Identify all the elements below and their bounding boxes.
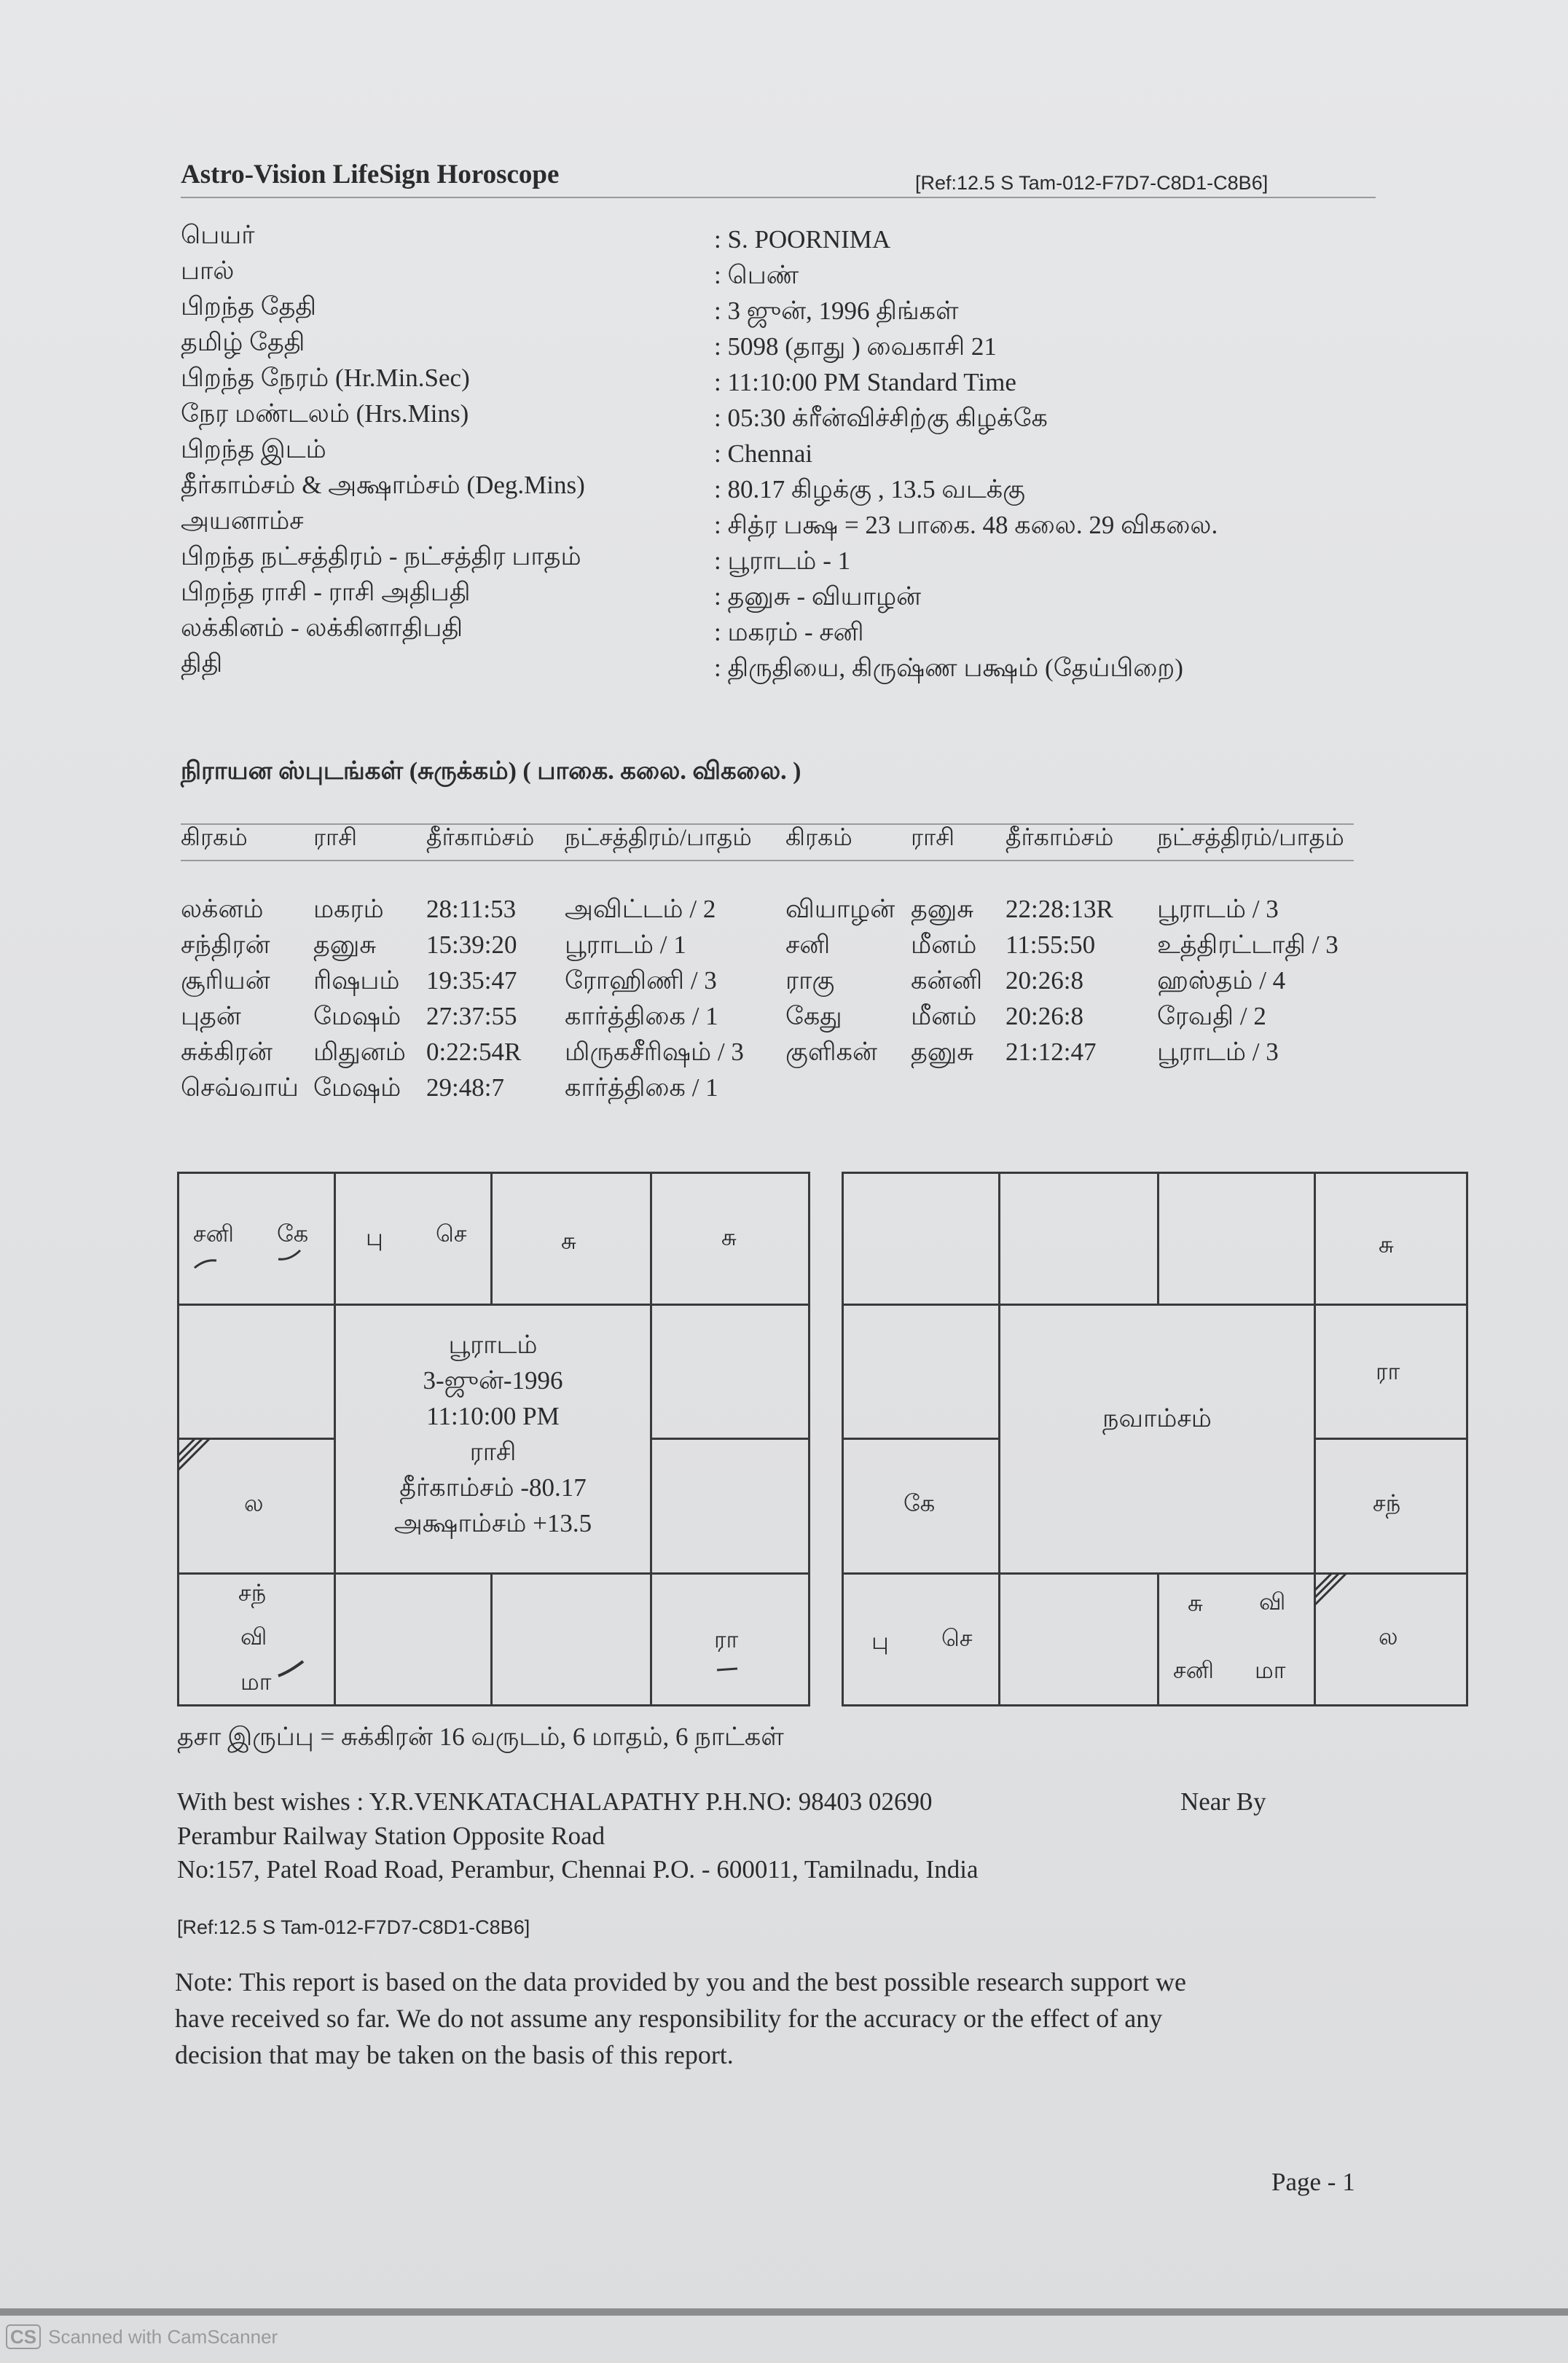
detail-label: பெயர் xyxy=(181,221,255,249)
navamsa-house xyxy=(1157,1172,1316,1306)
table-cell: ரிஷபம் xyxy=(313,966,400,995)
address-line: Perambur Railway Station Opposite Road xyxy=(177,1822,605,1850)
detail-value: : சித்ர பக்ஷ = 23 பாகை. 48 கலை. 29 விகலை. xyxy=(714,511,1218,539)
rasi-house xyxy=(490,1572,652,1706)
disclaimer-line: have received so far. We do not assume any responsibility for the accuracy or the effect of any xyxy=(175,2004,1163,2033)
planet-label: ரா xyxy=(1376,1358,1400,1384)
table-cell: செவ்வாய் xyxy=(181,1073,299,1102)
camscanner-text: Scanned with CamScanner xyxy=(48,2326,278,2348)
table-cell: தனுசு xyxy=(911,895,974,923)
camscanner-watermark xyxy=(6,2326,278,2348)
table-cell: வியாழன் xyxy=(785,895,895,923)
detail-label: பிறந்த நட்சத்திரம் - நட்சத்திர பாதம் xyxy=(181,542,581,571)
detail-value: : மகரம் - சனி xyxy=(714,618,864,646)
disclaimer-line: decision that may be taken on the basis of this report. xyxy=(175,2040,734,2069)
column-header: தீர்காம்சம் xyxy=(1006,825,1114,851)
navamsa-house xyxy=(998,1572,1159,1706)
planet-label: பு xyxy=(871,1628,889,1654)
table-cell: 21:12:47 xyxy=(1006,1038,1097,1066)
planet-label: சு xyxy=(1379,1231,1394,1258)
detail-value: : 11:10:00 PM Standard Time xyxy=(714,368,1016,396)
table-cell: 20:26:8 xyxy=(1006,966,1083,995)
tick-mark xyxy=(277,1658,309,1683)
table-cell: 28:11:53 xyxy=(426,895,517,923)
detail-label: நேர மண்டலம் (Hrs.Mins) xyxy=(181,399,469,428)
planet-label: பு xyxy=(366,1224,383,1250)
planet-label: கே xyxy=(903,1490,936,1516)
table-cell: 27:37:55 xyxy=(426,1002,517,1030)
retrograde-mark xyxy=(192,1255,221,1272)
detail-label: லக்கினம் - லக்கினாதிபதி xyxy=(181,614,463,642)
column-header: தீர்காம்சம் xyxy=(426,825,535,851)
detail-value: : பூராடம் - 1 xyxy=(714,546,851,575)
table-cell: புதன் xyxy=(181,1002,241,1030)
retrograde-mark xyxy=(275,1247,305,1265)
table-cell: பூராடம் / 3 xyxy=(1157,895,1279,923)
detail-label: தீர்காம்சம் & அக்ஷாம்சம் (Deg.Mins) xyxy=(181,471,585,499)
rasi-house xyxy=(650,1304,810,1440)
table-cell: சூரியன் xyxy=(181,966,270,995)
reference-id: [Ref:12.5 S Tam-012-F7D7-C8D1-C8B6] xyxy=(915,172,1269,194)
rasi-house xyxy=(650,1438,810,1575)
table-cell: ராகு xyxy=(785,966,835,995)
table-cell: மகரம் xyxy=(313,895,384,923)
navamsa-center xyxy=(998,1304,1316,1575)
table-cell: ரோஹிணி / 3 xyxy=(565,966,717,995)
table-cell: கேது xyxy=(785,1002,842,1030)
detail-value: : 80.17 கிழக்கு , 13.5 வடக்கு xyxy=(714,475,1025,503)
planet-label: மா xyxy=(1255,1657,1286,1683)
table-cell: கார்த்திகை / 1 xyxy=(565,1073,718,1102)
navamsa-house xyxy=(998,1172,1159,1306)
table-cell: மீனம் xyxy=(911,1002,977,1030)
rasi-center-line: 11:10:00 PM xyxy=(426,1402,560,1430)
table-cell: தனுசு xyxy=(911,1038,974,1066)
planet-label: சந் xyxy=(1373,1490,1401,1516)
page-number: Page - 1 xyxy=(1271,2168,1355,2196)
rasi-house xyxy=(334,1172,493,1306)
dasa-balance: தசா இருப்பு = சுக்கிரன் 16 வருடம், 6 மாதம், 6 நாட்கள் xyxy=(177,1723,784,1751)
detail-value: : 3 ஜுன், 1996 திங்கள் xyxy=(714,297,959,325)
detail-label: பிறந்த நேரம் (Hr.Min.Sec) xyxy=(181,364,470,392)
planet-table-heading: நிராயன ஸ்புடங்கள் (சுருக்கம்) ( பாகை. கலை. விகலை. ) xyxy=(181,758,801,785)
detail-value: : 05:30 க்ரீன்விச்சிற்கு கிழக்கே xyxy=(714,404,1048,432)
lagna-mark xyxy=(1314,1572,1350,1609)
planet-label: வி xyxy=(1259,1588,1286,1615)
navamsa-house xyxy=(842,1572,1000,1706)
planet-label: சு xyxy=(1188,1590,1203,1616)
table-cell: மீனம் xyxy=(911,930,977,959)
page-edge xyxy=(0,2308,1568,2316)
planet-label: சனி xyxy=(1173,1657,1214,1683)
navamsa-house xyxy=(842,1172,1000,1306)
table-cell: உத்திரட்டாதி / 3 xyxy=(1157,930,1338,959)
rasi-house xyxy=(334,1572,493,1706)
planet-label: சு xyxy=(721,1224,737,1250)
table-header-rule xyxy=(181,860,1354,861)
table-cell: பூராடம் / 1 xyxy=(565,930,686,959)
retrograde-mark xyxy=(716,1666,742,1673)
address-line: No:157, Patel Road Road, Perambur, Chennai P.O. - 600011, Tamilnadu, India xyxy=(177,1855,979,1884)
planet-label: மா xyxy=(240,1669,272,1695)
rasi-center-line: பூராடம் xyxy=(448,1331,538,1359)
header-rule xyxy=(181,197,1376,198)
detail-label: பால் xyxy=(181,256,235,285)
table-cell: மேஷம் xyxy=(313,1002,401,1030)
table-cell: ரேவதி / 2 xyxy=(1157,1002,1266,1030)
table-cell: கார்த்திகை / 1 xyxy=(565,1002,718,1030)
planet-label: செ xyxy=(941,1625,973,1651)
table-cell: 0:22:54R xyxy=(426,1038,522,1066)
rasi-house xyxy=(177,1304,336,1440)
table-cell: குளிகன் xyxy=(785,1038,877,1066)
detail-label: தமிழ் தேதி xyxy=(181,328,305,356)
rasi-center-line: ராசி xyxy=(469,1438,517,1466)
table-cell: லக்னம் xyxy=(181,895,264,923)
footer-reference-id: [Ref:12.5 S Tam-012-F7D7-C8D1-C8B6] xyxy=(177,1916,530,1938)
table-cell: மேஷம் xyxy=(313,1073,401,1102)
table-cell: அவிட்டம் / 2 xyxy=(565,895,716,923)
planet-label: ரா xyxy=(714,1626,739,1653)
table-cell: 15:39:20 xyxy=(426,930,517,959)
table-cell: கன்னி xyxy=(911,966,983,995)
planet-label: சந் xyxy=(238,1580,267,1606)
wishes-line: With best wishes : Y.R.VENKATACHALAPATHY P.H.NO: 98403 02690 xyxy=(177,1787,933,1816)
table-cell: பூராடம் / 3 xyxy=(1157,1038,1279,1066)
rasi-center-line: அக்ஷாம்சம் +13.5 xyxy=(393,1509,592,1537)
planet-label: ல xyxy=(1379,1623,1398,1650)
near-by: Near By xyxy=(1180,1787,1266,1816)
planet-label: வி xyxy=(240,1623,267,1650)
table-cell: சந்திரன் xyxy=(181,930,270,959)
detail-label: பிறந்த ராசி - ராசி அதிபதி xyxy=(181,578,471,606)
column-header: நட்சத்திரம்/பாதம் xyxy=(565,825,752,851)
report-title: Astro-Vision LifeSign Horoscope xyxy=(181,160,560,189)
detail-label: பிறந்த இடம் xyxy=(181,435,326,463)
table-cell: 20:26:8 xyxy=(1006,1002,1083,1030)
navamsa-title: நவாம்சம் xyxy=(1102,1404,1212,1433)
lagna-mark xyxy=(177,1438,213,1474)
detail-value: : Chennai xyxy=(714,439,813,468)
planet-label: ல xyxy=(244,1490,264,1516)
detail-value: : S. POORNIMA xyxy=(714,225,891,254)
table-cell: 29:48:7 xyxy=(426,1073,504,1102)
column-header: ராசி xyxy=(313,825,358,851)
rasi-center-line: 3-ஜுன்-1996 xyxy=(423,1366,563,1395)
detail-label: திதி xyxy=(181,649,223,678)
column-header: ராசி xyxy=(911,825,955,851)
planet-label: செ xyxy=(436,1220,467,1247)
navamsa-house xyxy=(842,1304,1000,1440)
planet-label: கே xyxy=(277,1220,309,1247)
table-cell: தனுசு xyxy=(313,930,377,959)
camscanner-logo-icon: CS xyxy=(6,2324,41,2349)
detail-value: : திருதியை, கிருஷ்ண பக்ஷம் (தேய்பிறை) xyxy=(714,654,1183,682)
detail-label: அயனாம்ச xyxy=(181,506,304,535)
table-cell: மிதுனம் xyxy=(313,1038,406,1066)
table-cell: 19:35:47 xyxy=(426,966,517,995)
rasi-center-line: தீர்காம்சம் -80.17 xyxy=(399,1473,587,1502)
detail-value: : தனுசு - வியாழன் xyxy=(714,582,922,611)
planet-label: சனி xyxy=(193,1220,234,1247)
column-header: கிரகம் xyxy=(181,825,248,851)
planet-label: சு xyxy=(561,1228,576,1254)
detail-value: : 5098 (தாது ) வைகாசி 21 xyxy=(714,332,997,361)
column-header: நட்சத்திரம்/பாதம் xyxy=(1157,825,1344,851)
table-cell: 11:55:50 xyxy=(1006,930,1096,959)
disclaimer-line: Note: This report is based on the data provided by you and the best possible research support we xyxy=(175,1967,1187,1996)
table-cell: சுக்கிரன் xyxy=(181,1038,273,1066)
table-cell: சனி xyxy=(785,930,831,959)
column-header: கிரகம் xyxy=(785,825,852,851)
detail-label: பிறந்த தேதி xyxy=(181,292,317,321)
table-cell: ஹஸ்தம் / 4 xyxy=(1157,966,1286,995)
detail-value: : பெண் xyxy=(714,261,799,289)
table-cell: 22:28:13R xyxy=(1006,895,1113,923)
table-cell: மிருகசீரிஷம் / 3 xyxy=(565,1038,744,1066)
